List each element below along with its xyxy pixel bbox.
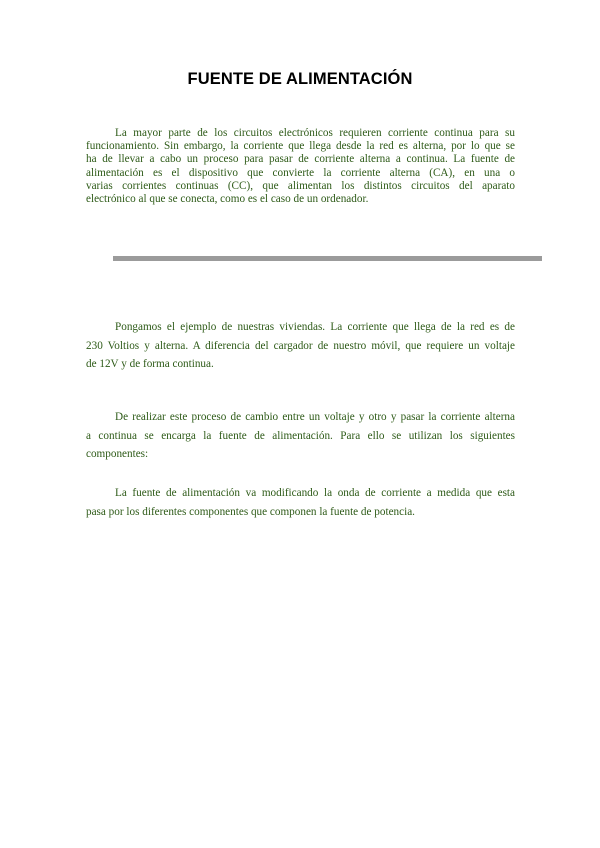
- paragraph-line: pasa por los diferentes componentes que componen la fuente de potencia.: [86, 505, 415, 518]
- paragraph-line: varias corrientes continuas (CC), que alimentan los distintos circuitos del aparato: [86, 179, 515, 192]
- paragraph-line: alimentación es el dispositivo que convierte la corriente alterna (CA), en una o: [86, 166, 515, 179]
- paragraph-line: funcionamiento. Sin embargo, la corriente que llega desde la red es alterna, por lo que se: [86, 140, 515, 153]
- example-paragraph: [86, 318, 515, 374]
- paragraph-line: La fuente de alimentación va modificando la onda de corriente a medida que esta: [115, 487, 515, 499]
- paragraph-line: 230 Voltios y alterna. A diferencia del cargador de nuestro móvil, que requiere un voltaje: [86, 339, 515, 352]
- paragraph-line: De realizar este proceso de cambio entre un voltaje y otro y pasar la corriente alterna: [115, 411, 515, 423]
- intro-paragraph: [86, 127, 515, 206]
- paragraph-line: componentes:: [86, 448, 149, 461]
- page-title: FUENTE DE ALIMENTACIÓN: [187, 70, 413, 88]
- paragraph-line: Pongamos el ejemplo de nuestras viviendas. La corriente que llega de la red es de: [115, 321, 515, 333]
- paragraph-line: ha de llevar a cabo un proceso para pasar de corriente alterna a continua. La fuente de: [86, 153, 515, 166]
- paragraph-line: de 12V y de forma continua.: [86, 358, 214, 371]
- waveform-paragraph: [86, 484, 515, 521]
- paragraph-line: La mayor parte de los circuitos electrónicos requieren corriente continua para su: [115, 127, 515, 139]
- paragraph-line: a continua se encarga la fuente de alimentación. Para ello se utilizan los siguientes: [86, 429, 515, 442]
- paragraph-line: electrónico al que se conecta, como es el caso de un ordenador.: [86, 193, 369, 206]
- process-paragraph: [86, 408, 515, 464]
- horizontal-divider: [113, 256, 542, 261]
